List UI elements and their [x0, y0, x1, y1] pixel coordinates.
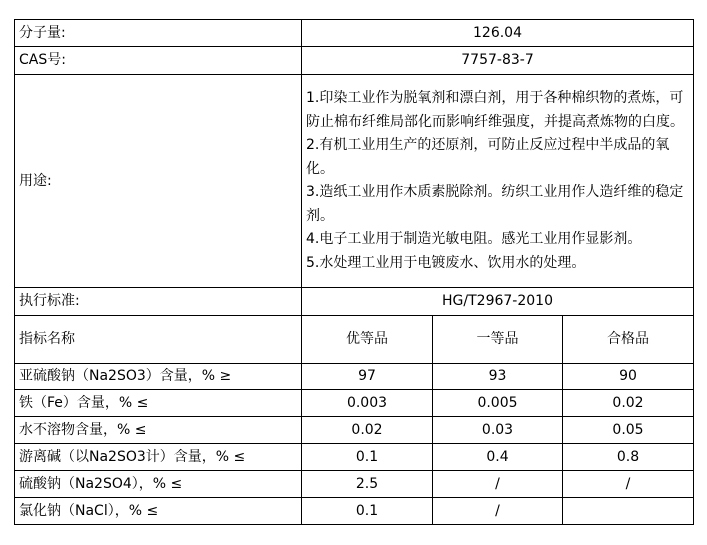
spec-value: 0.005: [433, 390, 563, 417]
standard-label: 执行标准:: [15, 288, 302, 316]
spec-name: 氯化钠（NaCl），% ≤: [15, 498, 302, 525]
spec-name: 硫酸钠（Na2SO4），% ≤: [15, 471, 302, 498]
uses-content: [302, 75, 694, 288]
uses-label: 用途:: [15, 75, 302, 288]
molecular-weight-value: 126.04: [302, 20, 694, 47]
uses-line: 3.造纸工业用作木质素脱除剂。纺织工业用作人造纤维的稳定剂。: [306, 184, 684, 224]
table-row: [15, 20, 694, 47]
spec-value: 0.003: [302, 390, 433, 417]
spec-value: /: [563, 471, 694, 498]
spec-value: 97: [302, 364, 433, 390]
spec-name: 铁（Fe）含量，% ≤: [15, 390, 302, 417]
standard-value: HG/T2967-2010: [302, 288, 694, 316]
spec-value: 0.02: [302, 417, 433, 444]
spec-value: [563, 498, 694, 525]
spec-header-row: [15, 316, 694, 364]
spec-value: /: [433, 471, 563, 498]
spec-name: 亚硫酸钠（Na2SO3）含量，% ≥: [15, 364, 302, 390]
table-row: [15, 417, 694, 444]
cas-label: CAS号:: [15, 47, 302, 75]
table-row: [15, 390, 694, 417]
spec-value: 0.8: [563, 444, 694, 471]
spec-name: 游离碱（以Na2SO3计）含量，% ≤: [15, 444, 302, 471]
product-spec-table: [14, 19, 694, 525]
spec-value: 0.05: [563, 417, 694, 444]
spec-value: 2.5: [302, 471, 433, 498]
uses-line: 2.有机工业用生产的还原剂，可防止反应过程中半成品的氧化。: [306, 137, 670, 177]
table-row: [15, 444, 694, 471]
table-row: [15, 364, 694, 390]
spec-value: 0.02: [563, 390, 694, 417]
spec-value: 93: [433, 364, 563, 390]
uses-line: 1.印染工业作为脱氧剂和漂白剂，用于各种棉织物的煮炼，可防止棉布纤维局部化而影响纤维强度，并提高煮炼物的白度。: [306, 90, 684, 130]
table-row: [15, 75, 694, 288]
uses-line: 4.电子工业用于制造光敏电阻。感光工业用作显影剂。: [306, 231, 642, 247]
grade-header: 合格品: [563, 316, 694, 364]
spec-value: 90: [563, 364, 694, 390]
molecular-weight-label: 分子量:: [15, 20, 302, 47]
spec-name: 水不溶物含量，% ≤: [15, 417, 302, 444]
grade-header: 一等品: [433, 316, 563, 364]
table-row: [15, 471, 694, 498]
cas-value: 7757-83-7: [302, 47, 694, 75]
table-row: [15, 498, 694, 525]
spec-value: 0.1: [302, 444, 433, 471]
spec-name-header: 指标名称: [15, 316, 302, 364]
table-row: [15, 288, 694, 316]
grade-header: 优等品: [302, 316, 433, 364]
spec-value: 0.03: [433, 417, 563, 444]
spec-value: 0.1: [302, 498, 433, 525]
spec-value: 0.4: [433, 444, 563, 471]
uses-line: 5.水处理工业用于电镀废水、饮用水的处理。: [306, 254, 586, 271]
spec-value: /: [433, 498, 563, 525]
table-row: [15, 47, 694, 75]
